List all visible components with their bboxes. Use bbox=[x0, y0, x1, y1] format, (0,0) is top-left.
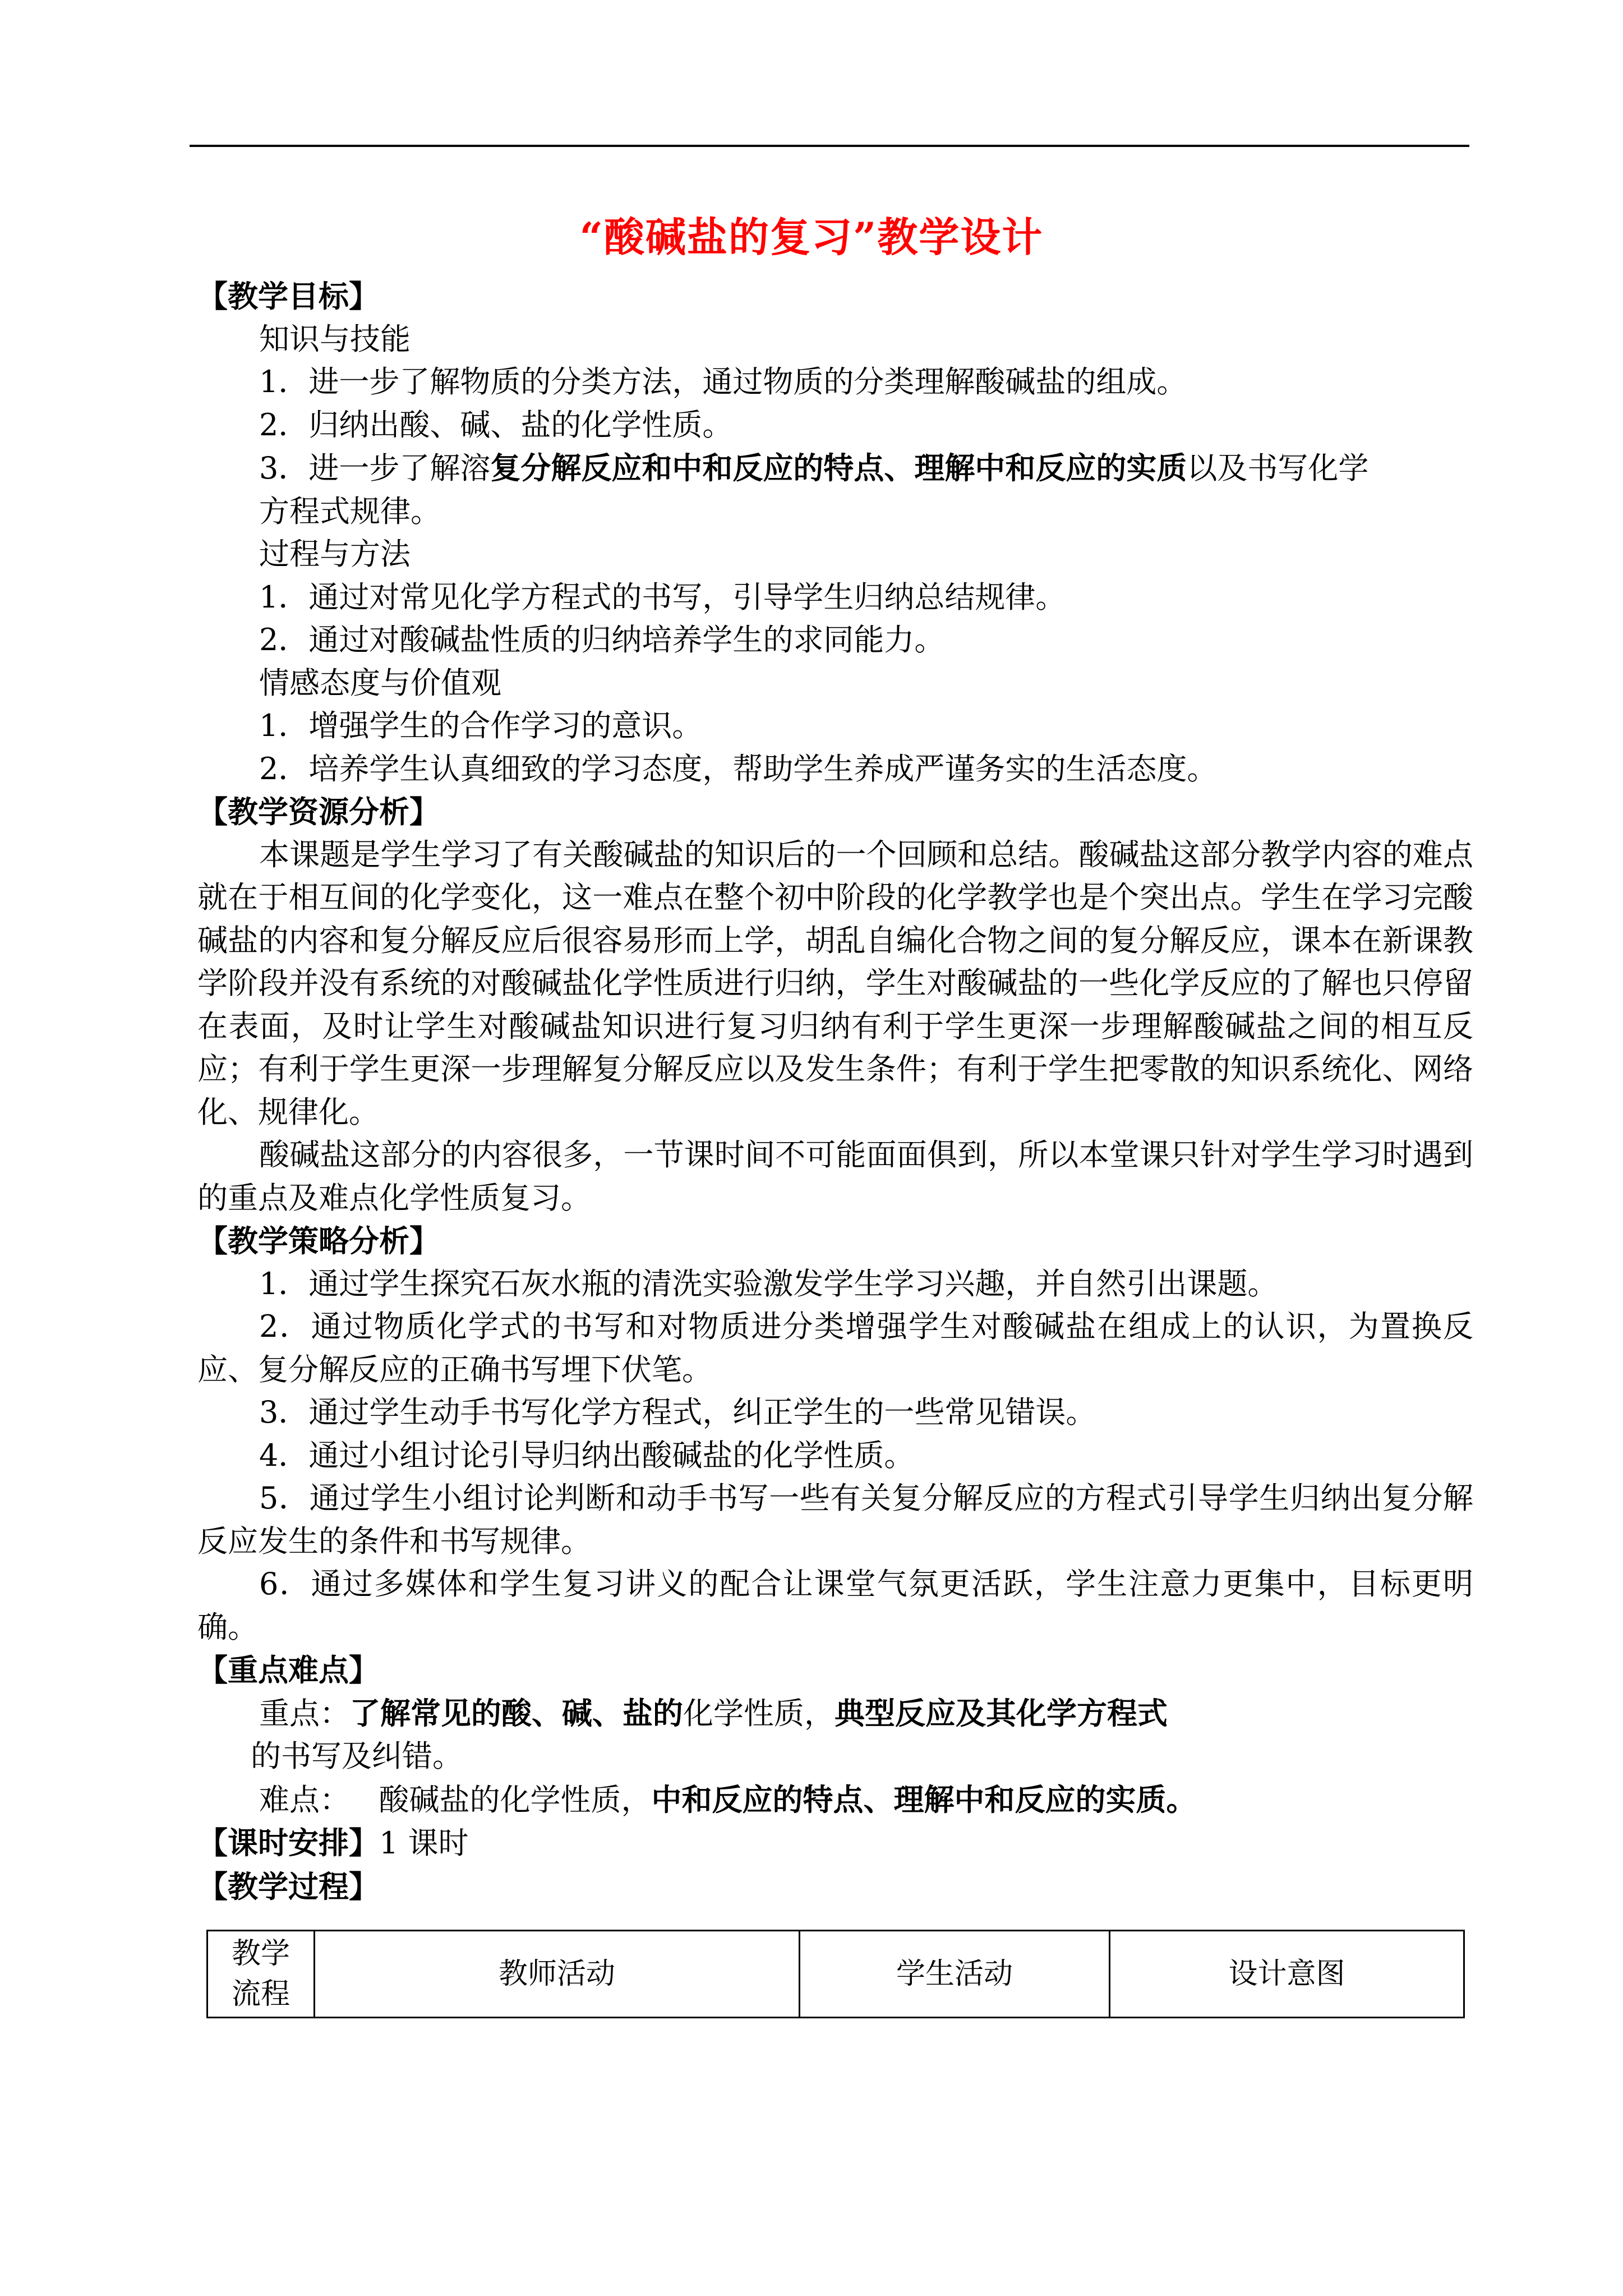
process-heading: 过程与方法 bbox=[259, 536, 411, 572]
schedule bbox=[197, 1821, 1473, 1865]
schedule-heading: 【课时安排】 bbox=[197, 1825, 379, 1861]
objective-k3-cont: 方程式规律。 bbox=[259, 493, 441, 529]
table-header-flow-line1: 教学 bbox=[231, 1937, 290, 1971]
strategy-item-1: 1．通过学生探究石灰水瓶的清洗实验激发学生学习兴趣，并自然引出课题。 bbox=[259, 1266, 1278, 1301]
resources-heading: 【教学资源分析】 bbox=[197, 794, 440, 830]
resources-paragraph-2: 酸碱盐这部分的内容很多，一节课时间不可能面面俱到，所以本堂课只针对学生学习时遇到的重点及难点化学性质复习。 bbox=[197, 1137, 1473, 1216]
objective-k1: 1．进一步了解物质的分类方法，通过物质的分类理解酸碱盐的组成。 bbox=[259, 364, 1187, 399]
objective-k2: 2．归纳出酸、碱、盐的化学性质。 bbox=[259, 407, 733, 443]
strategy-heading: 【教学策略分析】 bbox=[197, 1223, 440, 1259]
header-rule bbox=[190, 145, 1469, 147]
table-header-row bbox=[208, 1931, 1464, 2018]
objective-k3-pre: 3．进一步了解溶 bbox=[259, 450, 491, 486]
table-header-teacher: 教师活动 bbox=[315, 1931, 800, 2018]
strategy-item-6: 6．通过多媒体和学生复习讲义的配合让课堂气氛更活跃，学生注意力更集中，目标更明确。 bbox=[197, 1566, 1473, 1645]
difficult-point-label: 难点： bbox=[259, 1782, 350, 1818]
strategy-item-5: 5．通过学生小组讨论判断和动手书写一些有关复分解反应的方程式引导学生归纳出复分解反应发生的条件和书写规律。 bbox=[197, 1480, 1473, 1559]
key-point-label: 重点： bbox=[259, 1695, 350, 1731]
table-header-flow-line2: 流程 bbox=[231, 1977, 290, 2011]
table-header-flow bbox=[208, 1931, 315, 2018]
strategy-item-3: 3．通过学生动手书写化学方程式，纠正学生的一些常见错误。 bbox=[259, 1395, 1096, 1430]
resources-paragraph-1: 本课题是学生学习了有关酸碱盐的知识后的一个回顾和总结。酸碱盐这部分教学内容的难点就在于相互间的化学变化，这一难点在整个初中阶段的化学教学也是个突出点。学生在学习完酸碱盐的内容和复分解反应后很容易形而上学，胡乱自编化合物之间的复分解反应，课本在新课教学阶段并没有系统的对酸碱盐化学性质进行归纳，学生对酸碱盐的一些化学反应的了解也只停留在表面，及时让学生对酸碱盐知识进行复习归纳有利于学生更深一步理解酸碱盐之间的相互反应；有利于学生更深一步理解复分解反应以及发生条件；有利于学生把零散的知识系统化、网络化、规律化。 bbox=[197, 836, 1473, 1130]
key-point-bold-1: 了解常见的酸、碱、盐的 bbox=[350, 1695, 683, 1731]
table-header-student: 学生活动 bbox=[800, 1931, 1110, 2018]
objective-k3-post: 以及书写化学 bbox=[1187, 450, 1369, 486]
schedule-value: 1 课时 bbox=[379, 1825, 469, 1861]
objective-k3 bbox=[197, 447, 1473, 490]
strategy-item-2: 2．通过物质化学式的书写和对物质进分类增强学生对酸碱盐在组成上的认识，为置换反应、复分解反应的正确书写埋下伏笔。 bbox=[197, 1309, 1473, 1387]
objective-p2: 2．通过对酸碱盐性质的归纳培养学生的求同能力。 bbox=[259, 622, 945, 657]
objective-k3-bold: 复分解反应和中和反应的特点、理解中和反应的实质 bbox=[490, 450, 1187, 486]
objective-a2: 2．培养学生认真细致的学习态度，帮助学生养成严谨务实的生活态度。 bbox=[259, 751, 1218, 786]
strategy-item-4: 4．通过小组讨论引导归纳出酸碱盐的化学性质。 bbox=[259, 1437, 915, 1473]
objectives-heading: 【教学目标】 bbox=[197, 278, 379, 314]
teaching-process-table bbox=[206, 1930, 1465, 2018]
key-point-normal: 化学性质， bbox=[683, 1695, 834, 1731]
keypoints-heading: 【重点难点】 bbox=[197, 1652, 379, 1688]
difficult-point bbox=[197, 1778, 1473, 1822]
key-point-cont: 的书写及纠错。 bbox=[251, 1738, 463, 1774]
objective-a1: 1．增强学生的合作学习的意识。 bbox=[259, 708, 703, 743]
document-title: “酸碱盐的复习”教学设计 bbox=[579, 213, 1044, 261]
document-body bbox=[197, 275, 1473, 1908]
process-heading-main: 【教学过程】 bbox=[197, 1868, 379, 1904]
key-point bbox=[197, 1692, 1473, 1736]
knowledge-heading: 知识与技能 bbox=[259, 321, 411, 357]
difficult-point-normal: 酸碱盐的化学性质， bbox=[350, 1782, 652, 1818]
objective-p1: 1．通过对常见化学方程式的书写，引导学生归纳总结规律。 bbox=[259, 579, 1066, 615]
key-point-bold-2: 典型反应及其化学方程式 bbox=[834, 1695, 1168, 1731]
table-header-intent: 设计意图 bbox=[1110, 1931, 1464, 2018]
difficult-point-bold: 中和反应的特点、理解中和反应的实质。 bbox=[651, 1781, 1197, 1818]
attitude-heading: 情感态度与价值观 bbox=[259, 665, 501, 701]
